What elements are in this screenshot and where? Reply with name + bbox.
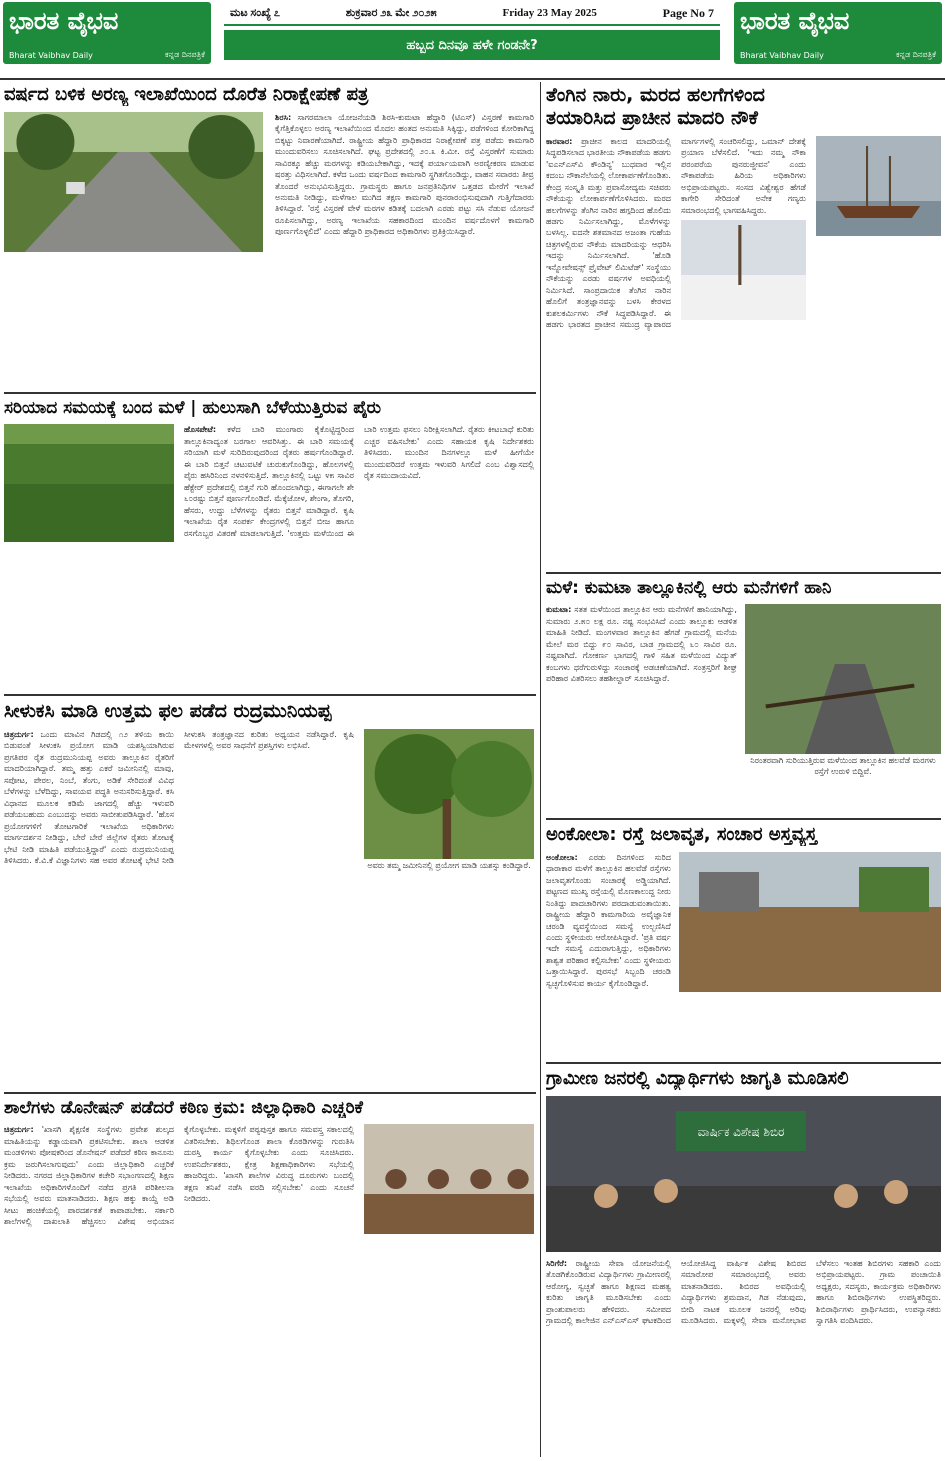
story-ankola-flooding <box>546 824 941 1058</box>
story-headline-line2: ತಯಾರಿಸಿದ ಪ್ರಾಚೀನ ಮಾದರಿ ನೌಕೆ <box>546 106 758 129</box>
story-school-donation <box>4 1098 534 1457</box>
story-headline: ಗ್ರಾಮೀಣ ಜನರಲ್ಲಿ ವಿದ್ಯಾರ್ಥಿಗಳು ಜಾಗೃತಿ ಮೂಡಿಸಲಿ <box>546 1068 849 1089</box>
story-headline: ಶಾಲೆಗಳು ಡೊನೇಷನ್ ಪಡೆದರೆ ಕಠಿಣ ಕ್ರಮ: ಜಿಲ್ಲಾಧಿಕಾರಿ ಎಚ್ಚರಿಕೆ <box>4 1098 363 1118</box>
story-ancient-ship <box>546 84 941 568</box>
story-nss-awareness <box>546 1068 941 1457</box>
date-english: Friday 23 May 2025 <box>502 7 597 19</box>
story-forest-clearance <box>4 84 534 389</box>
story-text: ಸಾಗರಮಾಲಾ ಯೋಜನೆಯಡಿ ಶಿರಸಿ-ಕುಮಟಾ ಹೆದ್ದಾರಿ (ಟಿಎಸ್) ವಿಸ್ತರಣೆ ಕಾಮಗಾರಿ ಕೈಗೆತ್ತಿಕೊಳ್ಳಲು ಅರಣ್ಯ ಇಲಾಖೆಯಿಂದ ಮೊದಲ ಹಂತದ ಅನುಮತಿ ಸಿಕ್ಕಿದ್ದು, ಪಡೆಗಳಿಂದ ಕೋರಿಕಾಗಿದ್ದ ಬಿಕ್ಕಟ್ಟು ನಿವಾರಣೆಯಾಗಿದೆ. ರಾಷ್ಟ್ರೀಯ ಹೆದ್ದಾರಿ ಪ್ರಾಧಿಕಾರದ ನಿರಾಕ್ಷೇಪಣೆ ಪತ್ರ ಪಡೆದು ಕಾಮಗಾರಿ ಮುಂದುವರಿಸಲು ಸೂಚಿಸಲಾಗಿದೆ. ಘಟ್ಟ ಪ್ರದೇಶದಲ್ಲಿ ೨೦.೩ ಕಿ.ಮೀ. ರಸ್ತೆ ವಿಸ್ತರಣೆಗೆ ಸುಮಾರು ಸಾವಿರಕ್ಕೂ ಹೆಚ್ಚು ಮರಗಳನ್ನು ಕಡಿಯಬೇಕಾಗಿದ್ದು, ಇದಕ್ಕೆ ಪರ್ಯಾಯವಾಗಿ ಅರಣ್ಯೀಕರಣ ಮಾಡುವ ಷರತ್ತು ವಿಧಿಸಲಾಗಿದೆ. ಕಳೆದ ಒಂದು ವರ್ಷದಿಂದ ಕಾಮಗಾರಿ ಸ್ಥಗಿತಗೊಂಡಿದ್ದು, ವಾಹನ ಸವಾರರು ತೀವ್ರ ತೊಂದರೆ ಅನುಭವಿಸುತ್ತಿದ್ದರು. ಗ್ರಾಮಸ್ಥರು ಹಾಗೂ ಜನಪ್ರತಿನಿಧಿಗಳ ಒತ್ತಡದ ಮೇರೆಗೆ ಇಲಾಖೆ ಅನುಮತಿ ನೀಡಿದ್ದು, ಮಳೆಗಾಲ ಮುಗಿದ ತಕ್ಷಣ ಕಾಮಗಾರಿ ಪುನರಾರಂಭಿಸುವುದಾಗಿ ಗುತ್ತಿಗೆದಾರರು ತಿಳಿಸಿದ್ದಾರೆ. 'ರಸ್ತೆ ವಿಸ್ತರಣೆ ವೇಳೆ ಮರಗಳ ಕಡಿತಕ್ಕೆ ಬದಲಾಗಿ ಎರಡು ಪಟ್ಟು ಸಸಿ ನೆಡುವ ಯೋಜನೆ ರೂಪಿಸಲಾಗಿದ್ದು, ಅರಣ್ಯ ಇಲಾಖೆಯ ಸಹಕಾರದಿಂದ ಮುಂದಿನ ವರ್ಷದೊಳಗೆ ಕಾಮಗಾರಿ ಪೂರ್ಣಗೊಳ್ಳಲಿದೆ' ಎಂದು ಹೆದ್ದಾರಿ ಪ್ರಾಧಿಕಾರದ ಅಧಿಕಾರಿಗಳು ಪ್ರತಿಕ್ರಿಯಿಸಿದ್ದಾರೆ. <box>275 111 534 237</box>
story-divider <box>4 694 536 696</box>
masthead-logo-right <box>734 2 942 64</box>
dateline: ಹೊಸಪೇಟೆ: <box>184 424 217 435</box>
story-body <box>546 1258 941 1448</box>
mango-tree-photo <box>364 729 534 859</box>
story-text: ರಾಷ್ಟ್ರೀಯ ಸೇವಾ ಯೋಜನೆಯಲ್ಲಿ ತೊಡಗಿಕೊಂಡಿರುವ ವಿದ್ಯಾರ್ಥಿಗಳು ಗ್ರಾಮೀಣರಲ್ಲಿ ಆರೋಗ್ಯ, ಸ್ವಚ್ಛತೆ ಹಾಗೂ ಶಿಕ್ಷಣದ ಮಹತ್ವ ಕುರಿತು ಜಾಗೃತಿ ಮೂಡಿಸಬೇಕು ಎಂದು ಪ್ರಾಂಶುಪಾಲರು ಹೇಳಿದರು. ಸಮೀಪದ ಗ್ರಾಮದಲ್ಲಿ ಕಾಲೇಜಿನ ಎನ್‌ಎಸ್‌ಎಸ್ ಘಟಕದಿಂದ ಆಯೋಜಿಸಿದ್ದ ವಾರ್ಷಿಕ ವಿಶೇಷ ಶಿಬಿರದ ಸಮಾರೋಪ ಸಮಾರಂಭದಲ್ಲಿ ಅವರು ಮಾತನಾಡಿದರು. ಶಿಬಿರದ ಅವಧಿಯಲ್ಲಿ ವಿದ್ಯಾರ್ಥಿಗಳು ಶ್ರಮದಾನ, ಗಿಡ ನೆಡುವುದು, ಬೀದಿ ನಾಟಕ ಮೂಲಕ ಜನರಲ್ಲಿ ಅರಿವು ಮೂಡಿಸಿದರು. ಮಕ್ಕಳಲ್ಲಿ ಸೇವಾ ಮನೋಭಾವ ಬೆಳೆಸಲು ಇಂತಹ ಶಿಬಿರಗಳು ಸಹಕಾರಿ ಎಂದು ಅಭಿಪ್ರಾಯಪಟ್ಟರು. ಗ್ರಾಮ ಪಂಚಾಯಿತಿ ಅಧ್ಯಕ್ಷರು, ಸದಸ್ಯರು, ಕಾರ್ಯಕ್ರಮ ಅಧಿಕಾರಿಗಳು ಹಾಗೂ ಶಿಬಿರಾರ್ಥಿಗಳು ಉಪಸ್ಥಿತರಿದ್ದರು. ಶಿಬಿರಾರ್ಥಿಗಳು ಪ್ರಾರ್ಥಿಸಿದರು, ಉಪನ್ಯಾಸಕರು ಸ್ವಾಗತಿಸಿ ವಂದಿಸಿದರು. <box>546 1257 941 1326</box>
ceremony-photo <box>681 220 806 320</box>
photo-block <box>745 604 941 780</box>
story-content <box>546 604 941 777</box>
flooded-road-photo <box>679 852 941 992</box>
story-text: ಸತತ ಮಳೆಯಿಂದ ತಾಲ್ಲೂಕಿನ ಆರು ಮನೆಗಳಿಗೆ ಹಾನಿಯಾಗಿದ್ದು, ಸುಮಾರು ೨.೫೦ ಲಕ್ಷ ರೂ. ನಷ್ಟ ಸಂಭವಿಸಿದೆ ಎಂದು ತಾಲ್ಲೂಕು ಆಡಳಿತ ಮಾಹಿತಿ ನೀಡಿದೆ. ಮಂಗಳವಾರ ತಾಲ್ಲೂಕಿನ ಹೆಗಡೆ ಗ್ರಾಮದಲ್ಲಿ ಮನೆಯ ಮೇಲೆ ಮರ ಬಿದ್ದು ೯೦ ಸಾವಿರ, ಬಾಡ ಗ್ರಾಮದಲ್ಲಿ ೬೦ ಸಾವಿರ ರೂ. ನಷ್ಟವಾಗಿದೆ. ಗೋಕರ್ಣ ಭಾಗದಲ್ಲಿ ಗಾಳಿ ಸಹಿತ ಮಳೆಯಿಂದ ವಿದ್ಯುತ್ ಕಂಬಗಳು ಧರೆಗುರುಳಿದ್ದು ಸಂಚಾರಕ್ಕೆ ಅಡಚಣೆಯಾಗಿದೆ. ಸಂತ್ರಸ್ತರಿಗೆ ಶೀಘ್ರ ಪರಿಹಾರ ವಿತರಿಸಲು ತಹಶೀಲ್ದಾರ್ ಸೂಚಿಸಿದ್ದಾರೆ. <box>546 604 738 684</box>
crop-field-photo <box>4 424 174 542</box>
story-divider <box>4 392 536 394</box>
dateline: ಸಿರಿಗೆರೆ: <box>546 1257 568 1268</box>
banner-text: ವಾರ್ಷಿಕ ವಿಶೇಷ ಶಿಬಿರ <box>697 1124 785 1139</box>
story-body <box>546 136 941 556</box>
logo-subtitle-kn: ಕನ್ನಡ ದಿನಪತ್ರಿಕೆ <box>164 50 205 59</box>
issue-line <box>224 2 720 26</box>
page-number: Page No 7 <box>662 5 714 20</box>
story-headline: ಸೀಳುಕಸಿ ಮಾಡಿ ಉತ್ತಮ ಫಲ ಪಡೆದ ರುದ್ರಮುನಿಯಪ್ಪ <box>4 700 332 722</box>
story-text: ಪ್ರಾಚೀನ ಕಾಲದ ಮಾದರಿಯಲ್ಲಿ ಸಿದ್ಧಪಡಿಸಲಾದ ಭಾರತೀಯ ನೌಕಾಪಡೆಯ ಹಡಗು 'ಐಎನ್‌ಎಸ್‌ವಿ ಕೌಂಡಿನ್ಯ' ಬುಧವಾರ ಇಲ್ಲಿನ ಕದಂಬ ನೌಕಾನೆಲೆಯಲ್ಲಿ ಲೋಕಾರ್ಪಣೆಗೊಂಡಿತು. ಕೇಂದ್ರ ಸಂಸ್ಕೃತಿ ಮತ್ತು ಪ್ರವಾಸೋದ್ಯಮ ಸಚಿವರು ನೌಕೆಯನ್ನು ಲೋಕಾರ್ಪಣೆಗೊಳಿಸಿದರು. ಮರದ ಹಲಗೆಗಳನ್ನು ತೆಂಗಿನ ನಾರಿನ ಹಗ್ಗದಿಂದ ಹೊಲಿದು ಹಡಗು ನಿರ್ಮಿಸಲಾಗಿದ್ದು, ಮೊಳೆಗಳನ್ನು ಬಳಸಿಲ್ಲ. ಐದನೇ ಶತಮಾನದ ಅಜಂತಾ ಗುಹೆಯ ಚಿತ್ರಗಳಲ್ಲಿರುವ ನೌಕೆಯ ಮಾದರಿಯನ್ನು ಆಧರಿಸಿ ಇದನ್ನು ನಿರ್ಮಿಸಲಾಗಿದೆ. 'ಹೊಡಿ ಇನ್ನೋವೇಷನ್ಸ್ ಪ್ರೈವೇಟ್ ಲಿಮಿಟೆಡ್' ಸಂಸ್ಥೆಯು ನೌಕೆಯನ್ನು ಎರಡು ವರ್ಷಗಳ ಅವಧಿಯಲ್ಲಿ ನಿರ್ಮಿಸಿದೆ. ಸಾಂಪ್ರದಾಯಿಕ ತೆಂಗಿನ ನಾರಿನ ಹೊಲಿಗೆ ತಂತ್ರಜ್ಞಾನವನ್ನು ಬಳಸಿ ಕೇರಳದ ಕುಶಲಕರ್ಮಿಗಳು ನೌಕೆ ಸಿದ್ಧಪಡಿಸಿದ್ದಾರೆ. ಈ ಹಡಗು ಭಾರತದ ಪ್ರಾಚೀನ ಸಮುದ್ರ ವ್ಯಾಪಾರದ ಮಾರ್ಗಗಳಲ್ಲಿ ಸಂಚರಿಸಲಿದ್ದು, ಒಮಾನ್ ದೇಶಕ್ಕೆ ಪ್ರಯಾಣ ಬೆಳೆಸಲಿದೆ. 'ಇದು ನಮ್ಮ ನೌಕಾ ಪರಂಪರೆಯ ಪುನರುಜ್ಜೀವನ' ಎಂದು ನೌಕಾಪಡೆಯ ಹಿರಿಯ ಅಧಿಕಾರಿಗಳು ಅಭಿಪ್ರಾಯಪಟ್ಟರು. ಸಂಸದ ವಿಶ್ವೇಶ್ವರ ಹೆಗಡೆ ಕಾಗೇರಿ ಸೇರಿದಂತೆ ಅನೇಕ ಗಣ್ಯರು ಸಮಾರಂಭದಲ್ಲಿ ಭಾಗವಹಿಸಿದ್ದರು. <box>546 135 806 330</box>
photo-caption: ನಿರಂತರವಾಗಿ ಸುರಿಯುತ್ತಿರುವ ಮಳೆಯಿಂದ ತಾಲ್ಲೂಕಿನ ಹಲವೆಡೆ ಮರಗಳು ರಸ್ತೆಗೆ ಉರುಳಿ ಬಿದ್ದಿವೆ. <box>750 756 936 777</box>
story-divider <box>546 1062 941 1064</box>
story-timely-rain <box>4 398 534 690</box>
story-text: 'ಖಾಸಗಿ ಶೈಕ್ಷಣಿಕ ಸಂಸ್ಥೆಗಳು ಪ್ರವೇಶ ಶುಲ್ಕದ ಮಾಹಿತಿಯನ್ನು ಕಡ್ಡಾಯವಾಗಿ ಪ್ರಕಟಿಸಬೇಕು. ಶಾಲಾ ಆಡಳಿತ ಮಂಡಳಿಗಳು ಪೋಷಕರಿಂದ ಡೊನೇಷನ್ ಪಡೆದರೆ ಕಠಿಣ ಕಾನೂನು ಕ್ರಮ ಜರುಗಿಸಲಾಗುವುದು' ಎಂದು ಜಿಲ್ಲಾಧಿಕಾರಿ ಎಚ್ಚರಿಕೆ ನೀಡಿದರು. ನಗರದ ಜಿಲ್ಲಾಧಿಕಾರಿಗಳ ಕಚೇರಿ ಸಭಾಂಗಣದಲ್ಲಿ ಶಿಕ್ಷಣ ಇಲಾಖೆಯ ಅಧಿಕಾರಿಗಳೊಂದಿಗೆ ನಡೆದ ಪ್ರಗತಿ ಪರಿಶೀಲನಾ ಸಭೆಯಲ್ಲಿ ಅವರು ಮಾತನಾಡಿದರು. ಶಿಕ್ಷಣ ಹಕ್ಕು ಕಾಯ್ದೆ ಅಡಿ ಸೀಟು ಹಂಚಿಕೆಯಲ್ಲಿ ಪಾರದರ್ಶಕತೆ ಕಾಪಾಡಬೇಕು. ಸರ್ಕಾರಿ ಶಾಲೆಗಳಲ್ಲಿ ದಾಖಲಾತಿ ಹೆಚ್ಚಿಸಲು ವಿಶೇಷ ಅಭಿಯಾನ ಕೈಗೊಳ್ಳಬೇಕು. ಮಕ್ಕಳಿಗೆ ಪಠ್ಯಪುಸ್ತಕ ಹಾಗೂ ಸಮವಸ್ತ್ರ ಸಕಾಲದಲ್ಲಿ ವಿತರಿಸಬೇಕು. ಶಿಥಿಲಗೊಂಡ ಶಾಲಾ ಕೊಠಡಿಗಳನ್ನು ಗುರುತಿಸಿ ದುರಸ್ತಿ ಕಾರ್ಯ ಕೈಗೊಳ್ಳಬೇಕು ಎಂದು ಸೂಚಿಸಿದರು. ಉಪನಿರ್ದೇಶಕರು, ಕ್ಷೇತ್ರ ಶಿಕ್ಷಣಾಧಿಕಾರಿಗಳು ಸಭೆಯಲ್ಲಿ ಹಾಜರಿದ್ದರು. 'ಖಾಸಗಿ ಶಾಲೆಗಳ ವಿರುದ್ಧ ದೂರುಗಳು ಬಂದಲ್ಲಿ ತಕ್ಷಣ ತನಿಖೆ ನಡೆಸಿ ವರದಿ ಸಲ್ಲಿಸಬೇಕು' ಎಂದು ಸೂಚನೆ ನೀಡಿದರು. <box>4 1124 354 1227</box>
camp-event-photo <box>546 1096 941 1252</box>
story-body <box>4 1124 534 1446</box>
tagline-banner: ಹಬ್ಬದ ದಿನವೂ ಹಳೇ ಗಂಡನೇ? <box>224 30 720 60</box>
masthead-divider <box>0 78 945 80</box>
masthead-logo-left <box>3 2 211 64</box>
story-body <box>4 424 534 682</box>
story-grafting-farmer <box>4 700 534 1088</box>
story-headline: ಮಳೆ: ಕುಮಟಾ ತಾಲ್ಲೂಕಿನಲ್ಲಿ ಆರು ಮನೆಗಳಿಗೆ ಹಾನಿ <box>546 578 832 598</box>
story-headline: ವರ್ಷದ ಬಳಿಕ ಅರಣ್ಯ ಇಲಾಖೆಯಿಂದ ದೊರೆತ ನಿರಾಕ್ಷೇಪಣೆ ಪತ್ರ <box>4 84 369 105</box>
logo-title: ಭಾರತ ವೈಭವ <box>9 6 119 35</box>
story-body <box>4 729 534 1081</box>
fallen-tree-photo <box>745 604 941 754</box>
masthead-center <box>224 2 720 64</box>
logo-subtitle-en: Bharat Vaibhav Daily <box>9 51 93 60</box>
logo-title: ಭಾರತ ವೈಭವ <box>740 6 850 35</box>
issue-number: ಮಟ ಸಂಖ್ಯೆ ೭ <box>230 6 280 19</box>
story-divider <box>4 1092 536 1094</box>
dateline: ಚಿತ್ರದುರ್ಗ: <box>4 1124 34 1135</box>
logo-subtitle-kn: ಕನ್ನಡ ದಿನಪತ್ರಿಕೆ <box>895 50 936 59</box>
story-divider <box>546 818 941 820</box>
story-text: ಒಂದು ಮಾವಿನ ಗಿಡದಲ್ಲಿ ೧೨ ತಳಿಯ ಕಾಯಿ ಬಿಡುವಂತೆ ಸೀಳುಕಸಿ ಪ್ರಯೋಗ ಮಾಡಿ ಯಶಸ್ವಿಯಾಗಿರುವ ಪ್ರಗತಿಪರ ರೈತ ರುದ್ರಮುನಿಯಪ್ಪ ಅವರು ತಾಲ್ಲೂಕಿನ ರೈತರಿಗೆ ಮಾದರಿಯಾಗಿದ್ದಾರೆ. ತಮ್ಮ ಹತ್ತು ಎಕರೆ ಜಮೀನಿನಲ್ಲಿ ಮಾವು, ಸಪೋಟ, ಪೇರಲ, ನಿಂಬೆ, ತೆಂಗು, ಅಡಿಕೆ ಸೇರಿದಂತೆ ವಿವಿಧ ಬೆಳೆಗಳನ್ನು ಬೆಳೆದಿದ್ದು, ಸಾವಯವ ಪದ್ಧತಿ ಅನುಸರಿಸುತ್ತಿದ್ದಾರೆ. ಕಸಿ ವಿಧಾನದ ಮೂಲಕ ಕಡಿಮೆ ಜಾಗದಲ್ಲಿ ಹೆಚ್ಚು ಇಳುವರಿ ಪಡೆಯಬಹುದು ಎಂಬುದನ್ನು ಅವರು ಸಾಬೀತುಪಡಿಸಿದ್ದಾರೆ. 'ಹೊಸ ಪ್ರಯೋಗಗಳಿಗೆ ತೋಟಗಾರಿಕೆ ಇಲಾಖೆಯ ಅಧಿಕಾರಿಗಳು ಮಾರ್ಗದರ್ಶನ ನೀಡಿದ್ದು, ಬೇರೆ ಬೇರೆ ಜಿಲ್ಲೆಗಳ ರೈತರು ತೋಟಕ್ಕೆ ಭೇಟಿ ನೀಡಿ ಮಾಹಿತಿ ಪಡೆಯುತ್ತಿದ್ದಾರೆ' ಎಂದು ರುದ್ರಮುನಿಯಪ್ಪ ತಿಳಿಸಿದರು. ಕೆ.ವಿ.ಕೆ ವಿಜ್ಞಾನಿಗಳು ಸಹ ಅವರ ತೋಟಕ್ಕೆ ಭೇಟಿ ನೀಡಿ ಸೀಳುಕಸಿ ತಂತ್ರಜ್ಞಾನದ ಕುರಿತು ಅಧ್ಯಯನ ನಡೆಸಿದ್ದಾರೆ. ಕೃಷಿ ಮೇಳಗಳಲ್ಲಿ ಅವರ ಸಾಧನೆಗೆ ಪ್ರಶಸ್ತಿಗಳು ಲಭಿಸಿವೆ. <box>4 728 354 866</box>
story-kumta-rain-damage <box>546 578 941 814</box>
column-divider <box>540 82 541 1457</box>
story-headline: ಸರಿಯಾದ ಸಮಯಕ್ಕೆ ಬಂದ ಮಳೆ | ಹುಲುಸಾಗಿ ಬೆಳೆಯುತ್ತಿರುವ ಪೈರು <box>4 398 381 418</box>
story-headline: ಅಂಕೋಲಾ: ರಸ್ತೆ ಜಲಾವೃತ, ಸಂಚಾರ ಅಸ್ತವ್ಯಸ್ತ <box>546 824 817 845</box>
dateline: ಕುಮಟಾ: <box>546 604 572 615</box>
photo-caption: ಅವರು ತಮ್ಮ ಜಮೀನಿನಲ್ಲಿ ಪ್ರಯೋಗ ಮಾಡಿ ಯಶಸ್ಸು ಕಂಡಿದ್ದಾರೆ. <box>367 860 531 870</box>
logo-subtitle-en: Bharat Vaibhav Daily <box>740 51 824 60</box>
story-body <box>4 112 534 380</box>
dateline: ಚಿತ್ರದುರ್ಗ: <box>4 728 34 739</box>
dateline: ಕಾರವಾರ: <box>546 135 573 146</box>
story-text: ಕಳೆದ ಬಾರಿ ಮುಂಗಾರು ಕೈಕೊಟ್ಟಿದ್ದರಿಂದ ತಾಲ್ಲೂಕಿನಾದ್ಯಂತ ಬರಗಾಲ ಆವರಿಸಿತ್ತು. ಈ ಬಾರಿ ಸಮಯಕ್ಕೆ ಸರಿಯಾಗಿ ಮಳೆ ಸುರಿದಿರುವುದರಿಂದ ರೈತರು ಹರ್ಷಗೊಂಡಿದ್ದಾರೆ. ಈ ಬಾರಿ ಬಿತ್ತನೆ ಚಟುವಟಿಕೆ ಚುರುಕುಗೊಂಡಿದ್ದು, ಹೊಲಗಳಲ್ಲಿ ಪೈರು ಹಸಿರಿನಿಂದ ನಳನಳಿಸುತ್ತಿದೆ. ತಾಲ್ಲೂಕಿನಲ್ಲಿ ಒಟ್ಟು ೪೫ ಸಾವಿರ ಹೆಕ್ಟೇರ್ ಪ್ರದೇಶದಲ್ಲಿ ಬಿತ್ತನೆ ಗುರಿ ಹೊಂದಲಾಗಿದ್ದು, ಈಗಾಗಲೇ ಶೇ ೬೦ರಷ್ಟು ಬಿತ್ತನೆ ಪೂರ್ಣಗೊಂಡಿದೆ. ಮೆಕ್ಕೆಜೋಳ, ಶೇಂಗಾ, ತೊಗರಿ, ಹೆಸರು, ಉದ್ದು ಬೆಳೆಗಳನ್ನು ರೈತರು ಬಿತ್ತನೆ ಮಾಡಿದ್ದಾರೆ. ಕೃಷಿ ಇಲಾಖೆಯ ರೈತ ಸಂಪರ್ಕ ಕೇಂದ್ರಗಳಲ್ಲಿ ಬಿತ್ತನೆ ಬೀಜ ಹಾಗೂ ರಸಗೊಬ್ಬರ ವಿತರಣೆ ಮಾಡಲಾಗುತ್ತಿದೆ. 'ಉತ್ತಮ ಮಳೆಯಿಂದ ಈ ಬಾರಿ ಉತ್ತಮ ಫಸಲು ನಿರೀಕ್ಷಿಸಲಾಗಿದೆ. ರೈತರು ಕೀಟಬಾಧೆ ಕುರಿತು ಎಚ್ಚರ ವಹಿಸಬೇಕು' ಎಂದು ಸಹಾಯಕ ಕೃಷಿ ನಿರ್ದೇಶಕರು ತಿಳಿಸಿದರು. ಮುಂದಿನ ದಿನಗಳಲ್ಲೂ ಮಳೆ ಹೀಗೆಯೇ ಮುಂದುವರಿದರೆ ಉತ್ತಮ ಇಳುವರಿ ಸಿಗಲಿದೆ ಎಂಬ ವಿಶ್ವಾಸದಲ್ಲಿ ರೈತ ಸಮುದಾಯವಿದೆ. <box>184 424 534 538</box>
date-kannada: ಶುಕ್ರವಾರ ೨೩ ಮೇ ೨೦೨೫ <box>345 6 437 19</box>
story-content <box>546 852 941 990</box>
dateline: ಶಿರಸಿ: <box>275 111 292 122</box>
story-text: ಎರಡು ದಿನಗಳಿಂದ ಸುರಿದ ಧಾರಾಕಾರ ಮಳೆಗೆ ತಾಲ್ಲೂಕಿನ ಹಲವೆಡೆ ರಸ್ತೆಗಳು ಜಲಾವೃತಗೊಂಡು ಸಂಚಾರಕ್ಕೆ ಅಡ್ಡಿಯಾಗಿದೆ. ಪಟ್ಟಣದ ಮುಖ್ಯ ರಸ್ತೆಯಲ್ಲಿ ಮೊಣಕಾಲುದ್ದ ನೀರು ನಿಂತಿದ್ದು ಪಾದಚಾರಿಗಳು ಪರದಾಡುವಂತಾಯಿತು. ರಾಷ್ಟ್ರೀಯ ಹೆದ್ದಾರಿ ಕಾಮಗಾರಿಯ ಅವೈಜ್ಞಾನಿಕ ಚರಂಡಿ ವ್ಯವಸ್ಥೆಯಿಂದ ಸಮಸ್ಯೆ ಉಲ್ಬಣಿಸಿದೆ ಎಂದು ಸ್ಥಳೀಯರು ಆರೋಪಿಸಿದ್ದಾರೆ. 'ಪ್ರತಿ ವರ್ಷ ಇದೇ ಸಮಸ್ಯೆ ಎದುರಾಗುತ್ತಿದ್ದು, ಅಧಿಕಾರಿಗಳು ಶಾಶ್ವತ ಪರಿಹಾರ ಕಲ್ಪಿಸಬೇಕು' ಎಂದು ಸ್ಥಳೀಯರು ಒತ್ತಾಯಿಸಿದ್ದಾರೆ. ಪುರಸಭೆ ಸಿಬ್ಬಂದಿ ಚರಂಡಿ ಸ್ವಚ್ಛಗೊಳಿಸುವ ಕಾರ್ಯ ಕೈಗೊಂಡಿದ್ದಾರೆ. <box>546 851 671 988</box>
photo-block <box>679 852 941 992</box>
dateline: ಅಂಕೋಲಾ: <box>546 851 578 862</box>
masthead <box>0 0 945 66</box>
story-divider <box>546 572 941 574</box>
meeting-photo <box>364 1124 534 1234</box>
ship-photo <box>816 136 941 236</box>
story-headline-line1: ತೆಂಗಿನ ನಾರು, ಮರದ ಹಲಗೆಗಳಿಂದ <box>546 84 765 106</box>
road-photo <box>4 112 263 252</box>
